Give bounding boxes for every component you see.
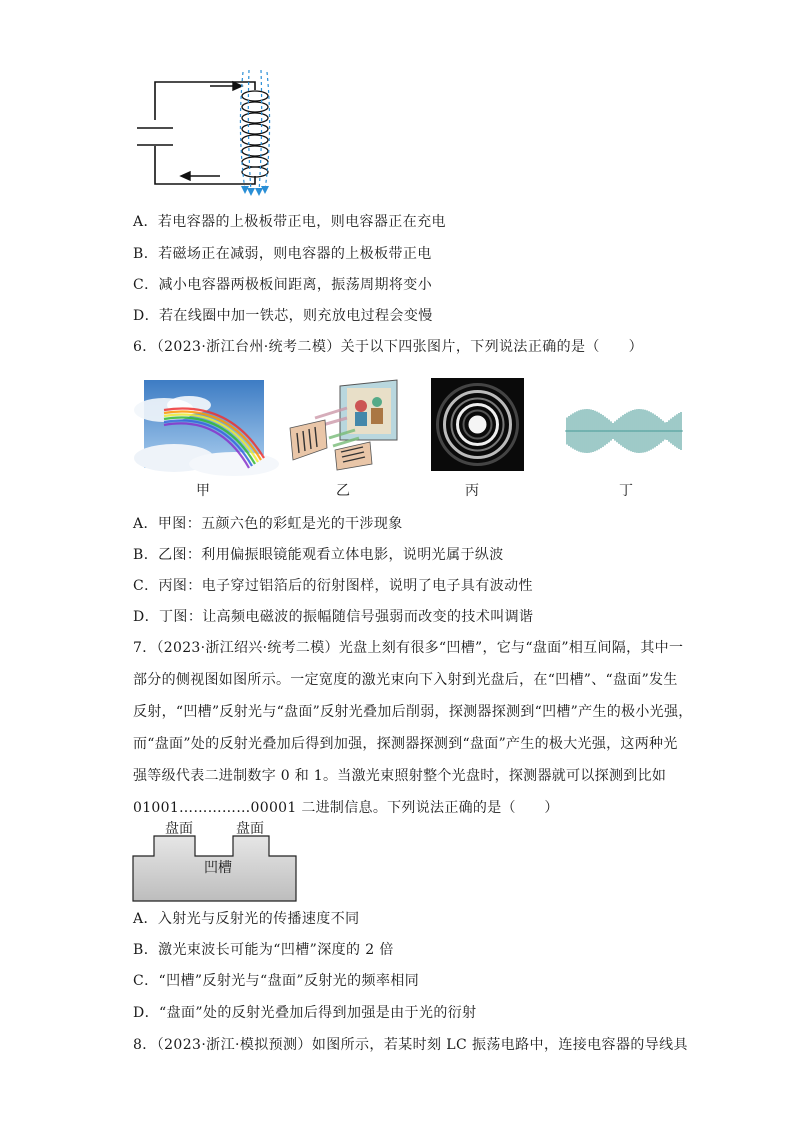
q8-stem: 8．（2023·浙江·模拟预测）如图所示，若某时刻 LC 振荡电路中，连接电容器的导线具: [133, 1037, 688, 1053]
electron-diffraction-image: [431, 378, 524, 471]
caption-yi: 乙: [336, 483, 350, 499]
q7-stem-line: 而“盘面”处的反射光叠加后得到加强，探测器探测到“盘面”产生的极大光强，这两种光: [133, 736, 678, 752]
q7-stem-line: 强等级代表二进制数字 0 和 1。当激光束照射整个光盘时，探测器就可以探测到比如: [133, 768, 667, 784]
q5-option-c: C．减小电容器两极板间距离，振荡周期将变小: [133, 277, 433, 293]
caption-jia: 甲: [196, 483, 210, 499]
q5-option-b: B．若磁场正在减弱，则电容器的上极板带正电: [133, 246, 432, 262]
q6-stem: 6．（2023·浙江台州·统考二模）关于以下四张图片，下列说法正确的是（ ）: [133, 339, 644, 355]
modulated-wave-image: [565, 405, 683, 457]
lc-circuit-figure: [125, 68, 285, 196]
label-surface-right: 盘面: [236, 821, 264, 837]
q7-stem-line: 反射，“凹槽”反射光与“盘面”反射光叠加后削弱，探测器探测到“凹槽”产生的极小光强，: [133, 704, 693, 720]
q6-option-c: C．丙图：电子穿过铝箔后的衍射图样，说明了电子具有波动性: [133, 578, 533, 594]
q5-option-a: A．若电容器的上极板带正电，则电容器正在充电: [133, 214, 446, 230]
q6-option-d: D．丁图：让高频电磁波的振幅随信号强弱而改变的技术叫调谐: [133, 609, 534, 625]
q7-option-c: C．“凹槽”反射光与“盘面”反射光的频率相同: [133, 973, 420, 989]
q7-option-b: B．激光束波长可能为“凹槽”深度的 2 倍: [133, 942, 394, 958]
label-groove: 凹槽: [204, 860, 232, 876]
label-surface-left: 盘面: [165, 821, 193, 837]
q7-stem: [133, 632, 693, 824]
q7-option-a: A．入射光与反射光的传播速度不同: [133, 911, 360, 927]
q6-option-b: B．乙图：利用偏振眼镜能观看立体电影，说明光属于纵波: [133, 547, 504, 563]
q5-option-d: D．若在线圈中加一铁芯，则充放电过程会变慢: [133, 308, 433, 324]
q7-stem-line: 部分的侧视图如图所示。一定宽度的激光束向下入射到光盘后，在“凹槽”、“盘面”发生: [133, 672, 678, 688]
q6-option-a: A．甲图：五颜六色的彩虹是光的干涉现象: [133, 516, 403, 532]
polarized-3d-movie-image: [285, 378, 410, 470]
q7-stem-line: 7．（2023·浙江绍兴·统考二模）光盘上刻有很多“凹槽”，它与“盘面”相互间隔，其中一: [133, 640, 684, 656]
rainbow-image: [144, 380, 264, 468]
caption-ding: 丁: [619, 483, 633, 499]
q7-stem-line: 01001……………00001 二进制信息。下列说法正确的是（ ）: [133, 800, 559, 816]
q7-option-d: D．“盘面”处的反射光叠加后得到加强是由于光的衍射: [133, 1005, 477, 1021]
caption-bing: 丙: [465, 483, 479, 499]
